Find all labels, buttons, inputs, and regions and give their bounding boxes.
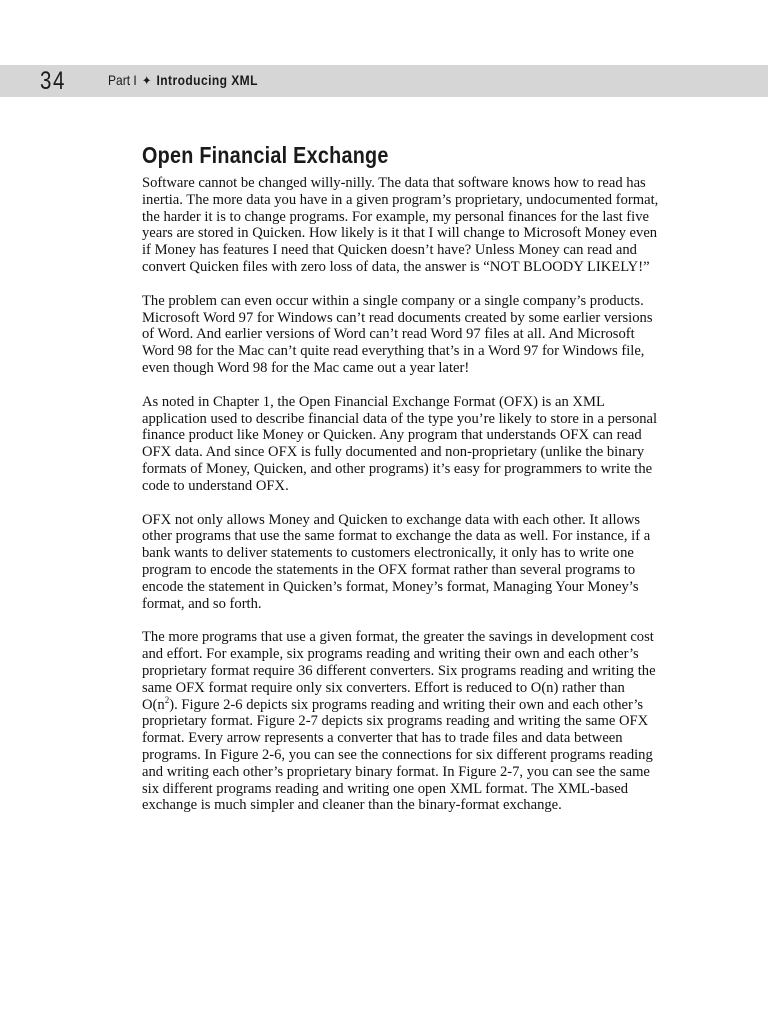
chapter-title: Introducing XML (156, 72, 258, 88)
page-number: 34 (40, 67, 67, 95)
running-header (0, 65, 768, 97)
section-title: Open Financial Exchange (142, 142, 389, 168)
paragraph-1: Software cannot be changed willy-nilly. The data that software knows how to read has inertia. The more data you have in a given program’s proprietary, undocumented format, the harder it is to change programs. For example, my personal finances for the last five years are stored in Quicken. How likely is it that I will change to Microsoft Money even if Money has features I need that Quicken doesn’t have? Unless Money can read and convert Quicken files with zero loss of data, the answer is “NOT BLOODY LIKELY!” (142, 175, 659, 275)
superscript-exponent: 2 (164, 694, 170, 705)
paragraph-5-text-b: ). Figure 2-6 depicts six programs reading and writing their own and each other’s proprietary format. Figure 2-7 depicts six programs reading and writing the same OFX format. Every arrow represents a converter that has to trade files and data between programs. In Figure 2-6, you can see the connections for six different programs reading and writing each other’s proprietary binary format. In Figure 2-7, you can see the same six different programs reading and writing one open XML format. The XML-based exchange is much simpler and cleaner than the binary-format exchange. (142, 696, 653, 814)
paragraph-5 (142, 629, 664, 814)
paragraph-5-text-a: The more programs that use a given format, the greater the savings in development cost and effort. For example, six programs reading and writing their own and each other’s proprietary format require 36 different converters. Six programs reading and writing the same OFX format require only six converters. Effort is reduced to O(n) rather than O(n (142, 629, 656, 713)
paragraph-3: As noted in Chapter 1, the Open Financial Exchange Format (OFX) is an XML application used to describe financial data of the type you’re likely to store in a personal finance product like Money or Quicken. Any program that understands OFX can read OFX data. And since OFX is fully documented and non-proprietary (unlike the binary formats of Money, Quicken, and other programs) it’s easy for programmers to write the code to understand OFX. (142, 393, 658, 494)
paragraph-2: The problem can even occur within a single company or a single company’s products. Microsoft Word 97 for Windows can’t read documents created by some earlier versions of Word. And earlier versions of Word can’t read Word 97 files at all. And Microsoft Word 98 for the Mac can’t quite read everything that’s in a Word 97 for Windows file, even though Word 98 for the Mac came out a year later! (142, 292, 653, 376)
paragraph-4: OFX not only allows Money and Quicken to exchange data with each other. It allows other programs that use the same format to exchange the data as well. For instance, if a bank wants to deliver statements to customers electronically, it only has to write one program to encode the statements in the OFX format rather than several programs to encode the statement in Quicken’s format, Money’s format, Managing Your Money’s format, and so forth. (142, 511, 651, 612)
running-head (108, 65, 258, 97)
part-label: Part I (108, 72, 137, 88)
diamond-separator-icon: ✦ (141, 73, 152, 88)
page-body (142, 141, 664, 831)
